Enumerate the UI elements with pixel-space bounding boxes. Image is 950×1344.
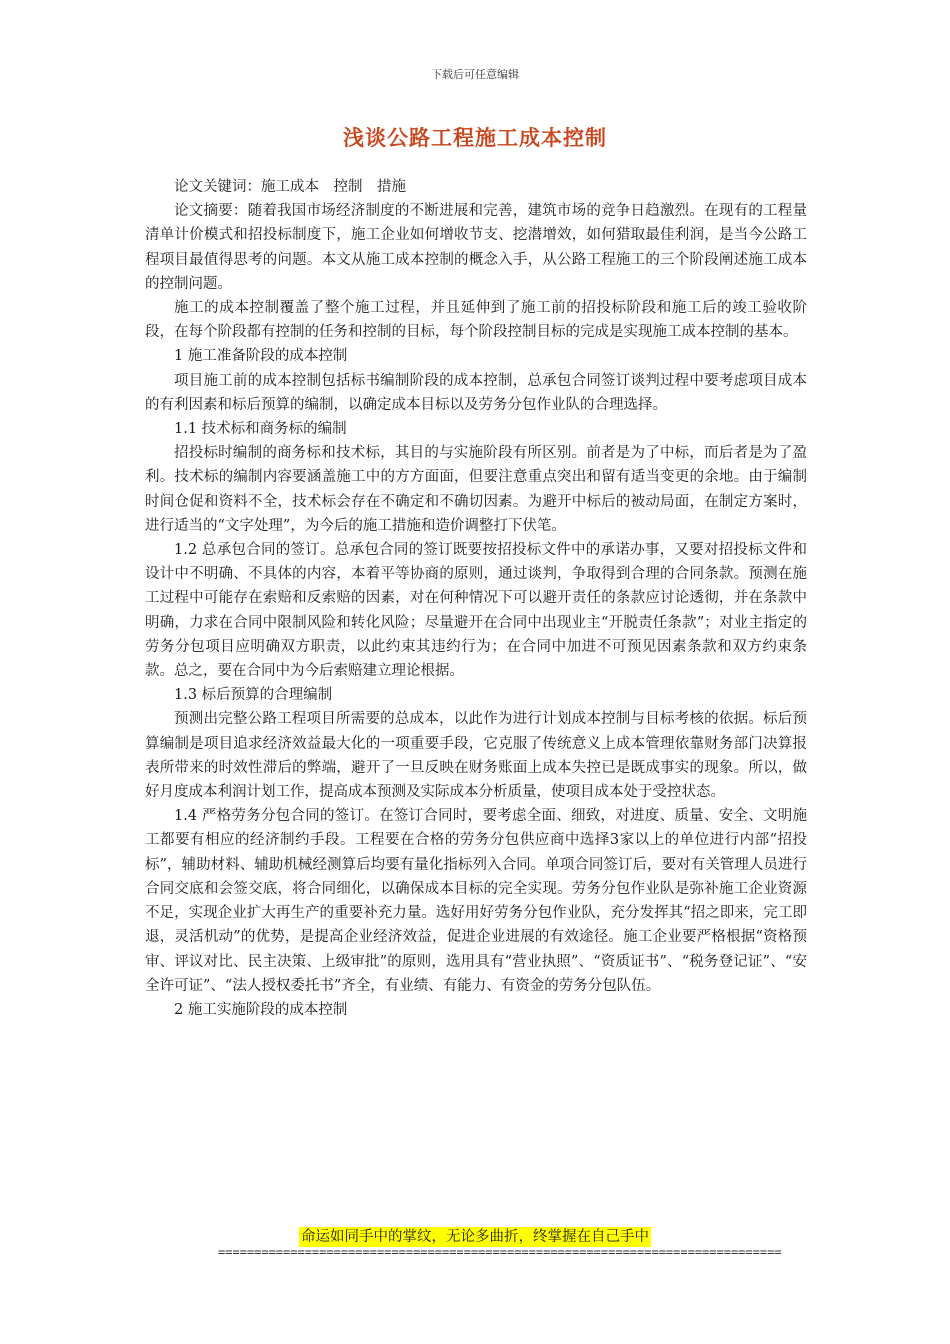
- abstract-paragraph: 论文摘要：随着我国市场经济制度的不断进展和完善，建筑市场的竞争日趋激烈。在现有的工程量清单计价模式和招投标制度下，施工企业如何增收节支、挖潜增效，如何猎取最佳利润，是当今公路工程项目最值得思考的问题。本文从施工成本控制的概念入手，从公路工程施工的三个阶段阐述施工成本的控制问题。: [145, 203, 807, 292]
- section-heading-1-1: 1.1 技术标和商务标的编制: [174, 421, 347, 438]
- footer-banner-text: 命运如同手中的掌纹，无论多曲折，终掌握在自己手中: [301, 1229, 649, 1245]
- header-note: 下载后可任意编辑: [431, 68, 519, 81]
- body-paragraph: 项目施工前的成本控制包括标书编制阶段的成本控制，总承包合同签订谈判过程中要考虑项目成本的有利因素和标后预算的编制，以确定成本目标以及劳务分包作业队的合理选择。: [145, 372, 807, 413]
- section-heading-1: 1 施工准备阶段的成本控制: [174, 348, 348, 365]
- keywords-line: 论文关键词：施工成本 控制 措施: [174, 179, 406, 195]
- body-paragraph: 招投标时编制的商务标和技术标，其目的与实施阶段有所区别。前者是为了中标，而后者是为了盈利。技术标的编制内容要涵盖施工中的方方面面，但要注意重点突出和留有适当变更的余地。由于编制时间仓促和资料不全，技术标会存在不确定和不确切因素。为避开中标后的被动局面，在制定方案时，进行适当的“文字处理”，为今后的施工措施和造价调整打下伏笔。: [145, 445, 807, 534]
- body-paragraph: 预测出完整公路工程项目所需要的总成本，以此作为进行计划成本控制与目标考核的依据。标后预算编制是项目追求经济效益最大化的一项重要手段，它克服了传统意义上成本管理依靠财务部门决算报表所带来的时效性滞后的弊端，避开了一旦反映在财务账面上成本失控已是既成事实的现象。所以，做好月度成本利润计划工作，提高成本预测及实际成本分析质量，使项目成本处于受控状态。: [145, 711, 807, 801]
- intro-paragraph: 施工的成本控制覆盖了整个施工过程，并且延伸到了施工前的招投标阶段和施工后的竣工验收阶段，在每个阶段都有控制的任务和控制的目标，每个阶段控制目标的完成是实现施工成本控制的基本。: [145, 300, 807, 341]
- footer-banner: [0, 1226, 950, 1247]
- footer-divider: ==============================================================================: [218, 1246, 782, 1258]
- body-paragraph: 1.4 严格劳务分包合同的签订。在签订合同时，要考虑全面、细致，对进度、质量、安全、文明施工都要有相应的经济制约手段。工程要在合格的劳务分包供应商中选择3家以上的单位进行内部“招投标”，辅助材料、辅助机械经测算后均要有量化指标列入合同。单项合同签订后，要对有关管理人员进行合同交底和会签交底，将合同细化，以确保成本目标的完全实现。劳务分包作业队是弥补施工企业资源不足，实现企业扩大再生产的重要补充力量。选好用好劳务分包作业队，充分发挥其“招之即来，完工即退，灵活机动”的优势，是提高企业经济效益，促进企业进展的有效途径。施工企业要严格根据“资格预审、评议对比、民主决策、上级审批”的原则，选用具有“营业执照”、“资质证书”、“税务登记证”、“安全许可证”、“法人授权委托书”齐全，有业绩、有能力、有资金的劳务分包队伍。: [145, 808, 807, 994]
- section-heading-1-3: 1.3 标后预算的合理编制: [174, 687, 333, 704]
- document-title: 浅谈公路工程施工成本控制: [343, 125, 607, 150]
- section-heading-2: 2 施工实施阶段的成本控制: [174, 1001, 348, 1018]
- body-paragraph: 1.2 总承包合同的签订。总承包合同的签订既要按招投标文件中的承诺办事，又要对招投标文件和设计中不明确、不具体的内容，本着平等协商的原则，通过谈判，争取得到合理的合同条款。预测在施工过程中可能存在索赔和反索赔的因素，对在何种情况下可以避开责任的条款应讨论透彻，并在条款中明确，力求在合同中限制风险和转化风险；尽量避开在合同中出现业主“开脱责任条款”；对业主指定的劳务分包项目应明确双方职责，以此约束其违约行为；在合同中加进不可预见因素条款和双方约束条款。总之，要在合同中为今后索赔建立理论根据。: [145, 542, 807, 680]
- document-body: [145, 175, 807, 1022]
